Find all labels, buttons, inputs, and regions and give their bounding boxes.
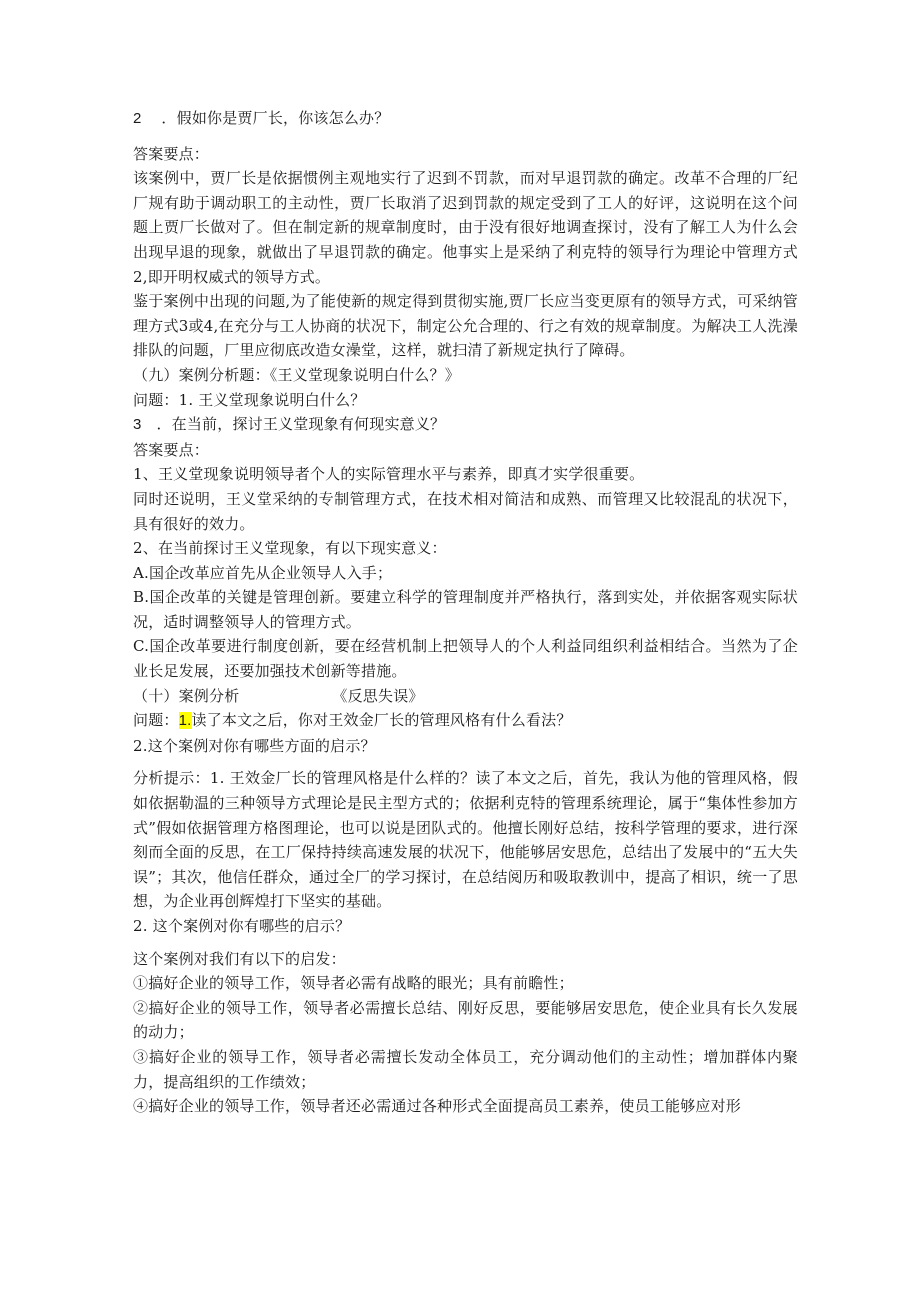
case-10-question-1-text: 读了本文之后，你对王效金厂长的管理风格有什么看法？ (191, 711, 572, 730)
case-10-insight-1: ①搞好企业的领导工作，领导者必需有战略的眼光；具有前瞻性； (133, 974, 574, 993)
case-10-title (133, 684, 798, 709)
case-9-point-b: B.国企改革的关键是管理创新。要建立科学的管理制度并严格执行，落到实处，并依据客观实际状况，适时调整领导人的管理方式。 (133, 588, 798, 631)
case-9-question-3-number: 3 (133, 416, 142, 434)
case-10-insight-intro: 这个案例对我们有以下的启发： (133, 949, 346, 968)
case-9-point-c: C.国企改革要进行制度创新，要在经营机制上把领导人的个人利益同组织利益相结合。当然为了企业长足发展，还要加强技术创新等措施。 (133, 637, 798, 681)
question-2-text: ．假如你是贾厂长，你该怎么办？ (161, 109, 390, 127)
answer-paragraph-1: 该案例中，贾厂长是依据惯例主观地实行了迟到不罚款，而对早退罚款的确定。改革不合理的厂纪厂规有助于调动职工的主动性，贾厂长取消了迟到罚款的规定受到了工人的好评，这说明在这个问题上贾厂长做对了。但在制定新的规章制度时，由于没有很好地调查探讨，没有了解工人为什么会出现早退的现象，就做出了早退罚款的确定。他事实上是采纳了利克特的领导行为理论中管理方式2,即开明权威式的领导方式。 (133, 169, 798, 286)
case-10-question-1 (133, 708, 798, 734)
case-10-analysis-question-2: 2. 这个案例对你有哪些的启示？ (133, 917, 351, 935)
case-9-point-1-continued: 同时还说明，王义堂采纳的专制管理方式，在技术相对简洁和成熟、而管理又比较混乱的状况下，具有很好的效力。 (133, 489, 798, 533)
case-10-question-1-number-highlighted: 1. (178, 712, 192, 730)
case-10-insight-3: ③搞好企业的领导工作，领导者必需擅长发动全体员工，充分调动他们的主动性；增加群体内聚力，提高组织的工作绩效； (133, 1047, 798, 1091)
case-9-point-2: 2、在当前探讨王义堂现象，有以下现实意义： (133, 539, 447, 558)
case-9-answer-label: 答案要点： (133, 440, 210, 459)
case-9-point-1: 1、王义堂现象说明领导者个人的实际管理水平与素养，即真才实学很重要。 (133, 465, 645, 484)
case-10-title-right: 《反思失误》 (332, 686, 424, 705)
case-9-title: （九）案例分析题：《王义堂现象说明白什么？》 (133, 365, 460, 384)
answer-points-label: 答案要点： (133, 144, 210, 163)
case-10-question-prefix: 问题： (133, 711, 179, 730)
case-9-point-a: A.国企改革应首先从企业领导人入手； (133, 563, 393, 582)
case-10-analysis: 分析提示：1. 王效金厂长的管理风格是什么样的？读了本文之后，首先，我认为他的管理风格，假如依据勒温的三种领导方式理论是民主型方式的；依据利克特的管理系统理论，属于“集体性参加方式”假如依据管理方格图理论，也可以说是团队式的。他擅长刚好总结，按科学管理的要求，进行深刻而全面的反思，在工厂保持持续高速发展的状况下，他能够居安思危，总结出了发展中的“五大失误”；其次，他信任群众，通过全厂的学习探讨，在总结阅历和吸取教训中，提高了相识，统一了思想，为企业再创辉煌打下坚实的基础。 (133, 769, 798, 911)
case-10-question-2: 2.这个案例对你有哪些方面的启示？ (133, 736, 376, 755)
answer-paragraph-2: 鉴于案例中出现的问题,为了能使新的规定得到贯彻实施,贾厂长应当变更原有的领导方式，可采纳管理方式3或4,在充分与工人协商的状况下，制定公允合理的、行之有效的规章制度。为解决工人洗澡排队的问题，厂里应彻底改造女澡堂，这样，就扫清了新规定执行了障碍。 (133, 292, 798, 360)
case-9-question-3-text: ．在当前，探讨王义堂现象有何现实意义？ (156, 415, 446, 434)
case-9-question-3 (133, 412, 798, 438)
question-2-number: 2 (133, 110, 142, 127)
document-body (133, 106, 798, 1119)
case-10-insight-2: ②搞好企业的领导工作，领导者必需擅长总结、刚好反思，要能够居安思危，使企业具有长久发展的动力； (133, 998, 798, 1042)
case-10-title-left: （十）案例分析 (133, 686, 240, 705)
case-10-insight-4: ④搞好企业的领导工作，领导者还必需通过各种形式全面提高员工素养，使员工能够应对形 (133, 1097, 742, 1116)
question-2 (133, 106, 798, 132)
case-9-question-1: 问题：1. 王义堂现象说明白什么？ (133, 390, 366, 409)
